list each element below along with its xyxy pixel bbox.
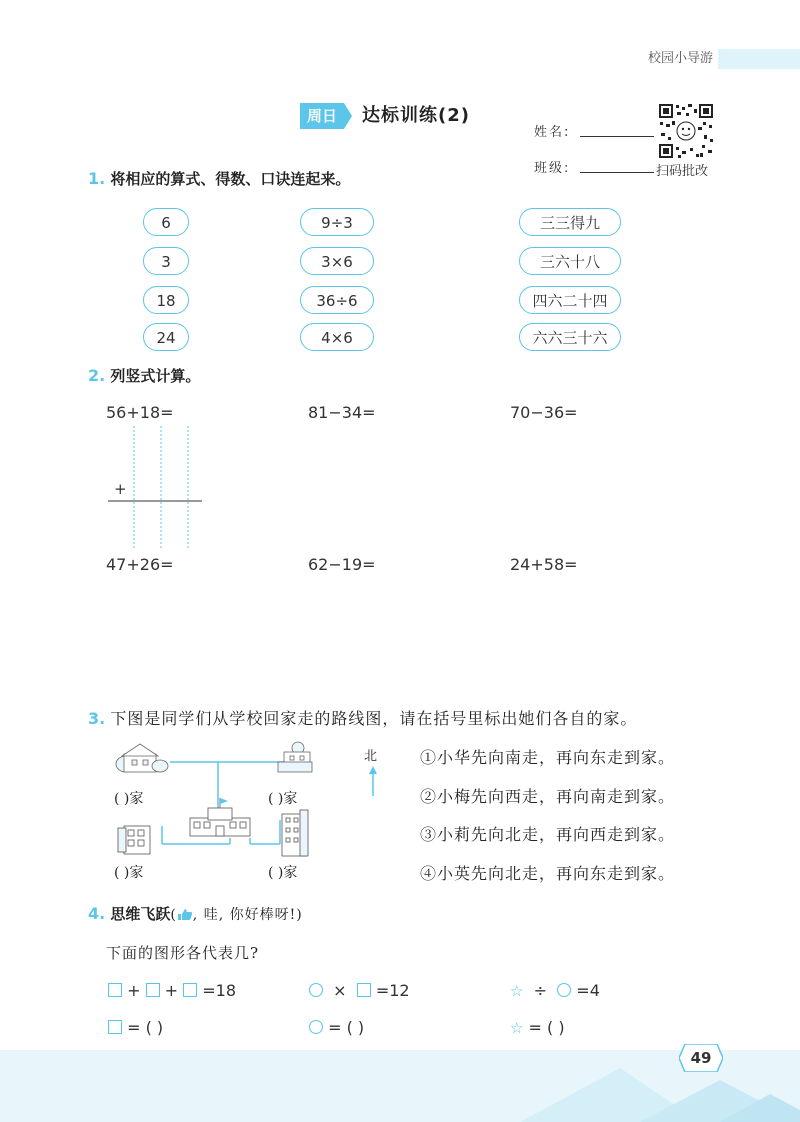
q1-rhyme-2[interactable]: 三六十八 — [519, 247, 621, 275]
square-icon — [183, 983, 197, 997]
plus-sign: + — [114, 480, 127, 498]
star-icon: ☆ — [510, 1019, 524, 1037]
home-bracket-3[interactable]: ( )家 — [114, 865, 144, 881]
q1-text: 将相应的算式、得数、口诀连起来。 — [110, 170, 351, 188]
q2-text: 列竖式计算。 — [110, 367, 201, 385]
q1-result-2[interactable]: 3 — [143, 247, 189, 275]
q3-text: 下图是同学们从学校回家走的路线图，请在括号里标出她们各自的家。 — [110, 709, 638, 728]
page-number: 49 — [690, 1049, 712, 1067]
equation-2-result: =12 — [375, 981, 410, 1000]
page-number-badge — [679, 1044, 723, 1072]
equation-1: + + =18 — [108, 981, 236, 1000]
circle-icon — [309, 983, 323, 997]
q2-number: 2. — [88, 366, 106, 385]
route-statement-4: ④小英先向北走，再向东走到家。 — [420, 864, 676, 883]
north-arrow-icon — [366, 766, 380, 796]
q3-number: 3. — [88, 709, 106, 728]
q1-number: 1. — [88, 169, 106, 188]
q2-problem-1: 56+18= — [106, 403, 174, 422]
equation-1-result: =18 — [202, 981, 237, 1000]
north-label: 北 — [364, 749, 378, 764]
q1-expression-1[interactable]: 9÷3 — [300, 208, 374, 236]
page-title: 达标训练(2) — [362, 105, 470, 126]
q2-problem-6: 24+58= — [510, 555, 578, 574]
q4-subtitle: 下面的图形各代表几? — [106, 944, 260, 962]
q2-problem-5: 62−19= — [308, 555, 376, 574]
answer-circle-blank[interactable]: = ( ) — [328, 1018, 365, 1037]
q1-expression-2[interactable]: 3×6 — [300, 247, 374, 275]
header-bar — [718, 49, 800, 69]
q1-result-1[interactable]: 6 — [143, 208, 189, 236]
answer-square-blank[interactable]: = ( ) — [127, 1018, 164, 1037]
answer-star-blank[interactable]: = ( ) — [528, 1018, 565, 1037]
qr-code[interactable] — [658, 103, 714, 159]
q3-heading — [88, 706, 637, 729]
home-bracket-2[interactable]: ( )家 — [268, 791, 298, 807]
square-icon — [108, 1020, 122, 1034]
route-statement-3: ③小莉先向北走，再向西走到家。 — [420, 825, 676, 844]
equation-3-op: ÷ — [533, 981, 548, 1000]
square-icon — [357, 983, 371, 997]
route-map — [110, 740, 350, 875]
equation-2 — [309, 981, 410, 1000]
route-statement-1: ①小华先向南走，再向东走到家。 — [420, 748, 676, 767]
route-statement-2: ②小梅先向西走，再向南走到家。 — [420, 787, 676, 806]
name-label: 姓名: — [534, 125, 571, 140]
answer-square[interactable] — [108, 1018, 163, 1037]
square-icon — [146, 983, 160, 997]
home-bracket-4[interactable]: ( )家 — [268, 865, 298, 881]
q1-heading — [88, 168, 350, 189]
house-bottom-left — [118, 826, 150, 854]
equation-3-result: =4 — [576, 981, 600, 1000]
q1-rhyme-1[interactable]: 三三得九 — [519, 208, 621, 236]
header-title: 校园小导游 — [648, 51, 714, 66]
equation-2-op: × — [333, 981, 347, 1000]
home-bracket-1[interactable]: ( )家 — [114, 791, 144, 807]
circle-icon — [557, 983, 571, 997]
q2-heading — [88, 365, 200, 386]
answer-star[interactable] — [510, 1018, 565, 1037]
q4-title: 思维飞跃 — [110, 905, 171, 923]
q1-result-4[interactable]: 24 — [143, 323, 189, 351]
class-field[interactable] — [580, 172, 654, 173]
equation-3 — [510, 981, 600, 1000]
qr-caption: 扫码批改 — [656, 164, 709, 179]
answer-circle[interactable] — [309, 1018, 364, 1037]
q2-problem-4: 47+26= — [106, 555, 174, 574]
q1-result-3[interactable]: 18 — [143, 286, 189, 314]
thumbs-up-icon — [177, 908, 193, 920]
name-field[interactable] — [580, 136, 654, 137]
house-top-right — [278, 742, 312, 772]
title-badge: 周日 — [300, 103, 352, 129]
q4-number: 4. — [88, 904, 106, 923]
q1-expression-3[interactable]: 36÷6 — [300, 286, 374, 314]
q1-rhyme-3[interactable]: 四六二十四 — [519, 286, 621, 314]
star-icon: ☆ — [510, 982, 524, 1000]
q2-problem-3: 70−36= — [510, 403, 578, 422]
house-top-left — [116, 744, 168, 772]
school — [190, 798, 250, 836]
q4-title-note: , 哇, 你好棒呀!) — [192, 907, 303, 923]
q4-open-paren: ( — [170, 907, 177, 923]
class-label: 班级: — [534, 161, 571, 176]
q1-expression-4[interactable]: 4×6 — [300, 323, 374, 351]
q1-rhyme-4[interactable]: 六六三十六 — [519, 323, 621, 351]
q2-problem-2: 81−34= — [308, 403, 376, 422]
circle-icon — [309, 1020, 323, 1034]
q4-heading — [88, 903, 303, 924]
square-icon — [108, 983, 122, 997]
house-bottom-right — [282, 810, 308, 856]
